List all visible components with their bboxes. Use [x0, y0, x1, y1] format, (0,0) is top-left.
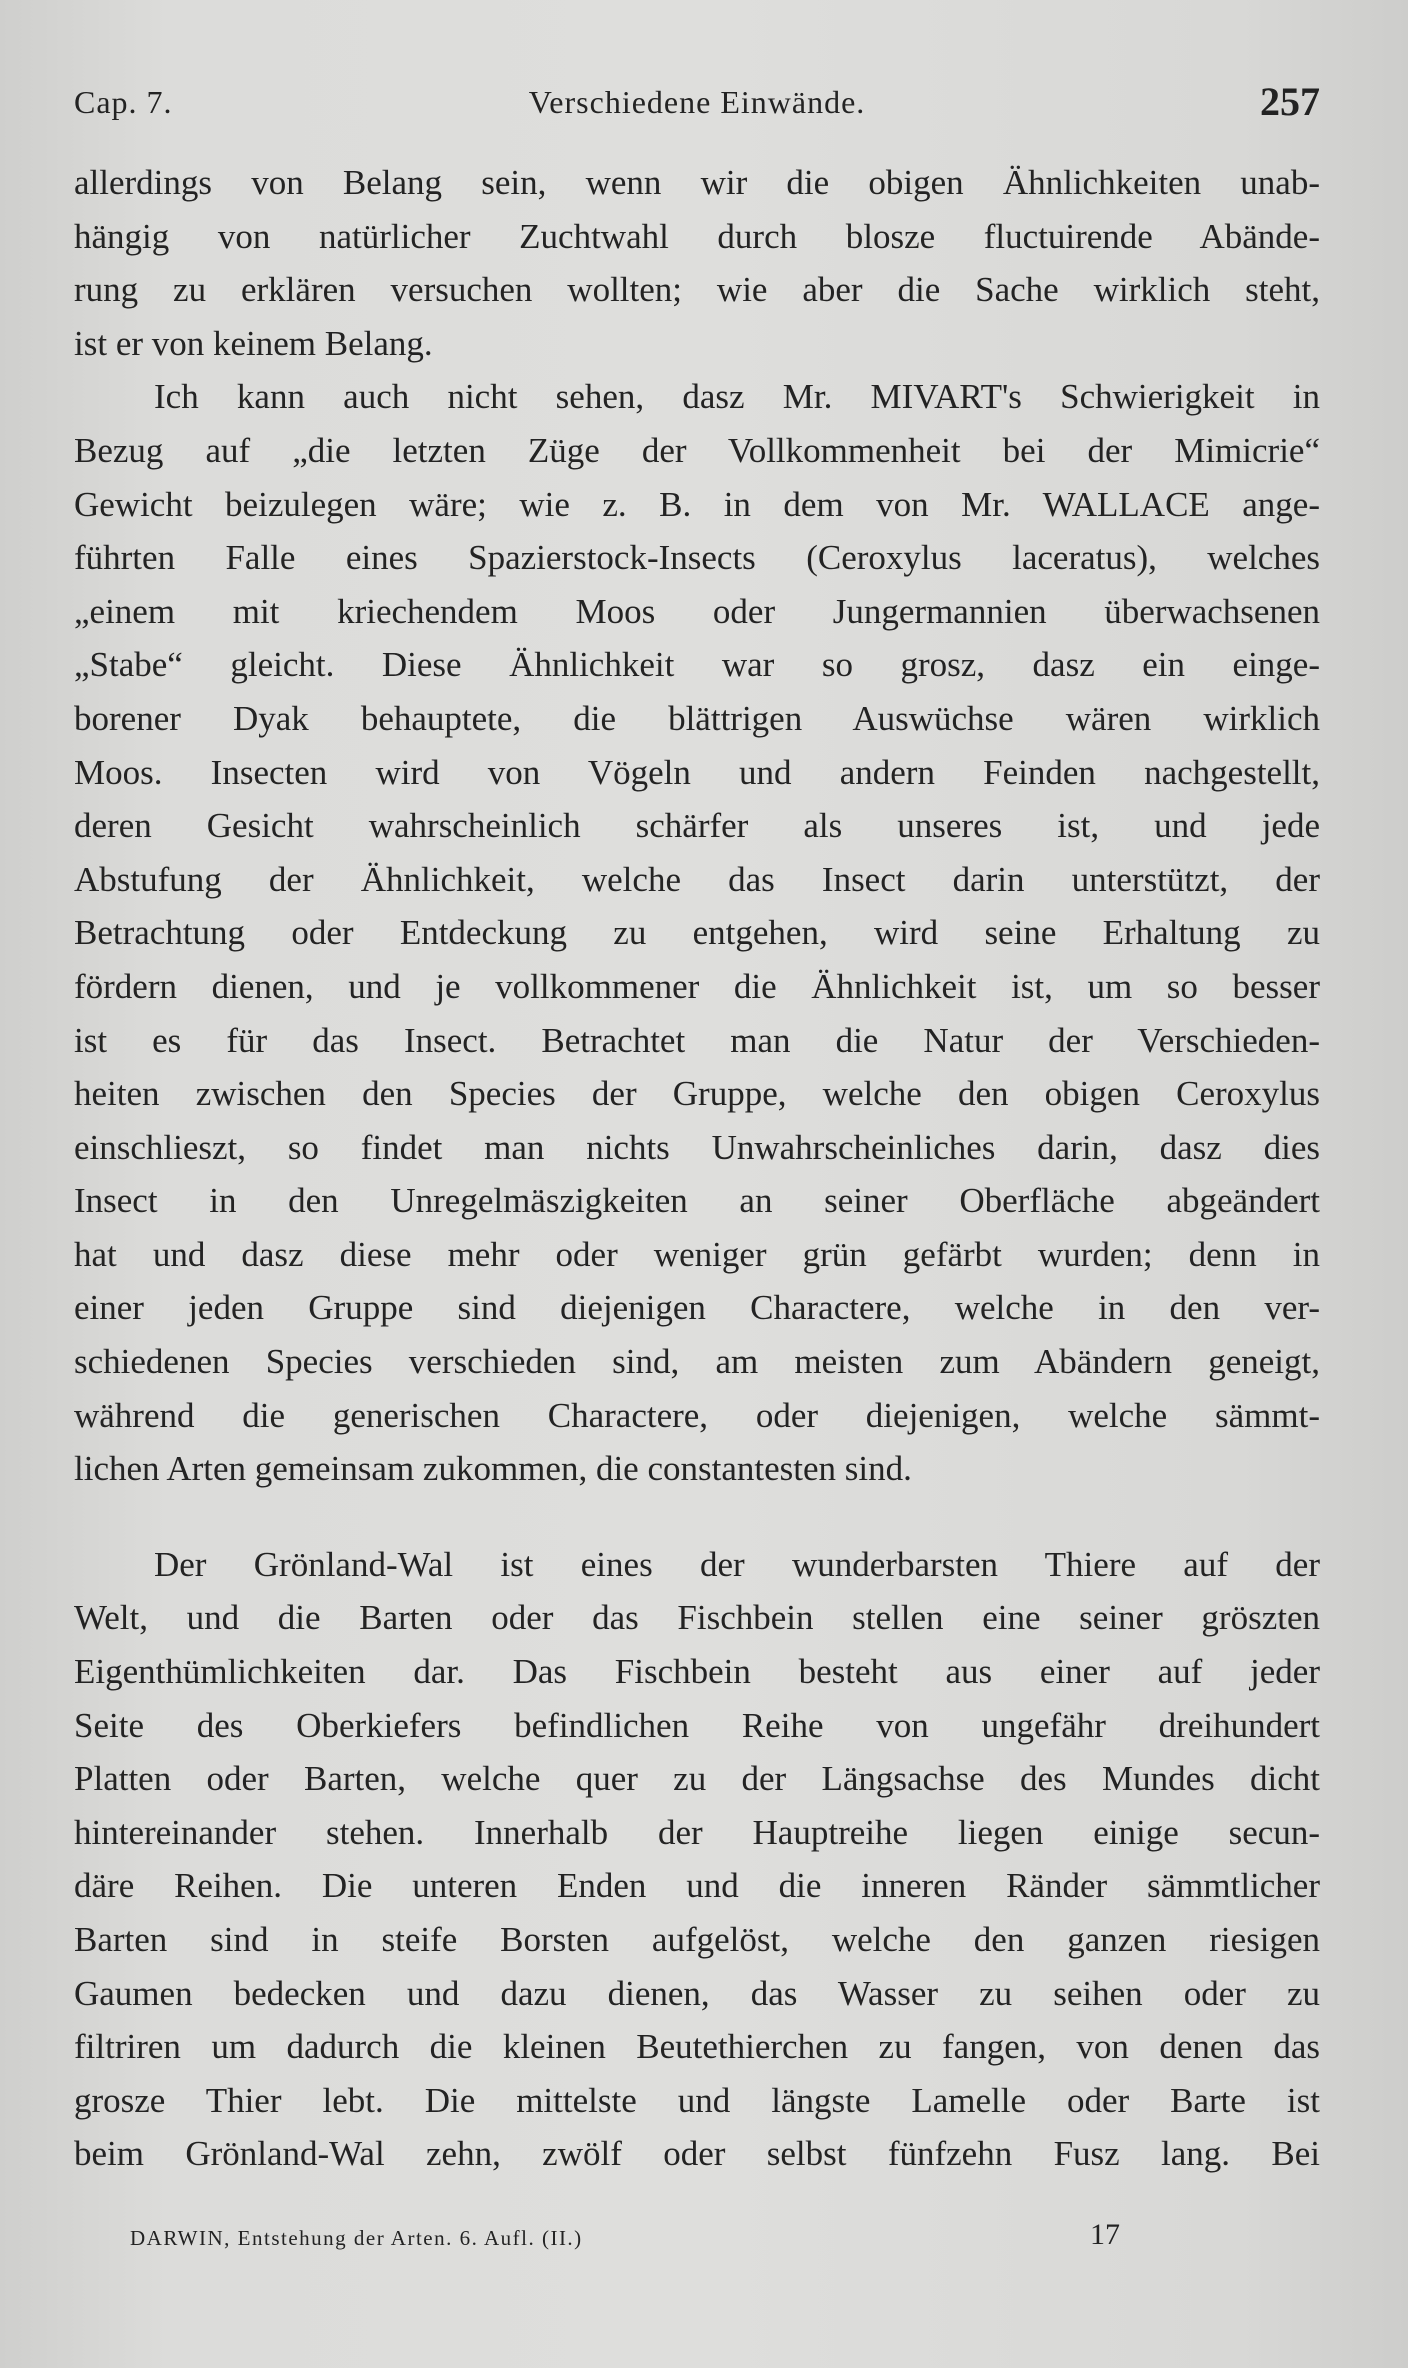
- section-spacer: [74, 1496, 1320, 1538]
- text-line: deren Gesicht wahrscheinlich schärfer als unseres ist, und jede: [74, 806, 1320, 846]
- text-line: einschlieszt, so findet man nichts Unwahrscheinliches darin, dasz dies: [74, 1127, 1320, 1167]
- text-line: hintereinander stehen. Innerhalb der Hauptreihe liegen einige secun-: [74, 1812, 1320, 1852]
- chapter-label: Cap. 7.: [74, 84, 173, 120]
- text-line: hängig von natürlicher Zuchtwahl durch blosze fluctuirende Abände-: [74, 216, 1320, 256]
- text-line: Eigenthümlichkeiten dar. Das Fischbein besteht aus einer auf jeder: [74, 1652, 1320, 1692]
- text-line: einer jeden Gruppe sind diejenigen Charactere, welche in den ver-: [74, 1288, 1320, 1328]
- text-line: Ich kann auch nicht sehen, dasz Mr. MIVART's Schwierigkeit in: [154, 377, 1320, 417]
- text-line: schiedenen Species verschieden sind, am meisten zum Abändern geneigt,: [74, 1342, 1320, 1382]
- text-line: heiten zwischen den Species der Gruppe, welche den obigen Ceroxylus: [74, 1074, 1320, 1114]
- paragraph: [74, 1538, 1320, 2181]
- text-line: borener Dyak behauptete, die blättrigen Auswüchse wären wirklich: [74, 698, 1320, 738]
- text-line: Platten oder Barten, welche quer zu der Längsachse des Mundes dicht: [74, 1759, 1320, 1799]
- text-line: rung zu erklären versuchen wollten; wie aber die Sache wirklich steht,: [74, 270, 1320, 310]
- running-title: Verschiedene Einwände.: [528, 84, 866, 120]
- text-line: Moos. Insecten wird von Vögeln und andern Feinden nachgestellt,: [74, 752, 1320, 792]
- text-line: „Stabe“ gleicht. Diese Ähnlichkeit war so grosz, dasz ein einge-: [74, 645, 1320, 685]
- text-line: Betrachtung oder Entdeckung zu entgehen, wird seine Erhaltung zu: [74, 913, 1320, 953]
- text-line: „einem mit kriechendem Moos oder Jungermannien überwachsenen: [74, 591, 1320, 631]
- text-line: Gewicht beizulegen wäre; wie z. B. in dem von Mr. WALLACE ange-: [74, 484, 1320, 524]
- page-number: 257: [1260, 79, 1320, 124]
- text-line: fördern dienen, und je vollkommener die Ähnlichkeit ist, um so besser: [74, 966, 1320, 1006]
- text-line: Barten sind in steife Borsten aufgelöst, welche den ganzen riesigen: [74, 1920, 1320, 1959]
- text-line: Seite des Oberkiefers befindlichen Reihe von ungefähr dreihundert: [74, 1705, 1320, 1745]
- text-line: Gaumen bedecken und dazu dienen, das Wasser zu seihen oder zu: [74, 1973, 1320, 2013]
- body-text: [74, 156, 1320, 2181]
- printer-signature: [130, 2218, 1130, 2258]
- text-line: allerdings von Belang sein, wenn wir die obigen Ähnlichkeiten unab-: [74, 163, 1320, 202]
- text-line: beim Grönland-Wal zehn, zwölf oder selbst fünfzehn Fusz lang. Bei: [74, 2134, 1320, 2174]
- text-line: hat und dasz diese mehr oder weniger grün gefärbt wurden; denn in: [74, 1234, 1320, 1274]
- text-line: Bezug auf „die letzten Züge der Vollkommenheit bei der Mimicrie“: [74, 430, 1320, 470]
- text-line: däre Reihen. Die unteren Enden und die inneren Ränder sämmtlicher: [74, 1866, 1320, 1906]
- signature-number: 17: [1090, 2218, 1120, 2251]
- text-line: während die generischen Charactere, oder diejenigen, welche sämmt-: [74, 1395, 1320, 1435]
- text-line: Welt, und die Barten oder das Fischbein stellen eine seiner gröszten: [74, 1598, 1320, 1638]
- signature-text: DARWIN, Entstehung der Arten. 6. Aufl. (II.): [130, 2226, 583, 2250]
- text-line: führten Falle eines Spazierstock-Insects (Ceroxylus laceratus), welches: [74, 538, 1320, 578]
- running-header: [74, 78, 1320, 128]
- text-line: Abstufung der Ähnlichkeit, welche das Insect darin unterstützt, der: [74, 859, 1320, 899]
- text-line: grosze Thier lebt. Die mittelste und längste Lamelle oder Barte ist: [74, 2080, 1320, 2120]
- text-line: Insect in den Unregelmäszigkeiten an seiner Oberfläche abgeändert: [74, 1181, 1320, 1221]
- paragraph: [74, 370, 1320, 1495]
- text-line: Der Grönland-Wal ist eines der wunderbarsten Thiere auf der: [154, 1544, 1320, 1584]
- paragraph: [74, 156, 1320, 370]
- text-line: ist es für das Insect. Betrachtet man die Natur der Verschieden-: [74, 1020, 1320, 1060]
- text-line: lichen Arten gemeinsam zukommen, die constantesten sind.: [74, 1449, 912, 1489]
- text-line: filtriren um dadurch die kleinen Beutethierchen zu fangen, von denen das: [74, 2027, 1320, 2067]
- text-line: ist er von keinem Belang.: [74, 323, 433, 363]
